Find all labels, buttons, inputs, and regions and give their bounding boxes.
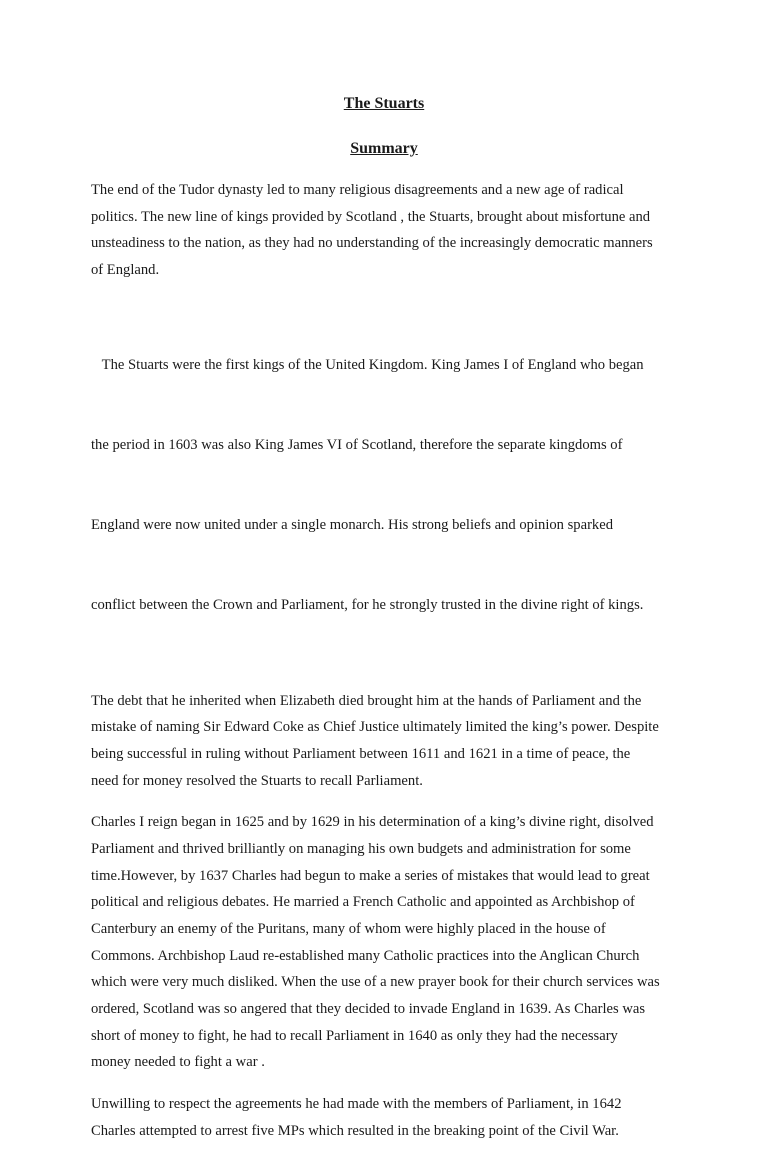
text-line: time.However, by 1637 Charles had begun to make a series of mistakes that would lead to great (91, 867, 650, 884)
paragraph-5 (91, 1091, 691, 1144)
text-line: ordered, Scotland was so angered that they decided to invade England in 1639. As Charles was (91, 1001, 646, 1018)
text-line: Commons. Archbishop Laud re-established many Catholic practices into the Anglican Church (91, 947, 640, 964)
text-line: Unwilling to respect the agreements he had made with the members of Parliament, in 1642 (91, 1096, 622, 1113)
text-line: mistake of naming Sir Edward Coke as Chief Justice ultimately limited the king’s power. Despite (91, 719, 659, 736)
text-line: Canterbury an enemy of the Puritans, many of whom were highly placed in the house of (91, 921, 606, 938)
paragraph-2 (91, 299, 691, 673)
text-line: political and religious debates. He married a French Catholic and appointed as Archbishop of (91, 894, 635, 911)
text-line: Charles I reign began in 1625 and by 1629 in his determination of a king’s divine right, disolved (91, 814, 654, 831)
document-subtitle: Summary (350, 140, 418, 157)
document-title: The Stuarts (343, 95, 425, 112)
text-line: The Stuarts were the first kings of the United Kingdom. King James I of England who began (91, 357, 644, 374)
text-line: unsteadiness to the nation, as they had no understanding of the increasingly democratic manners (91, 235, 653, 252)
paragraph-3 (91, 688, 691, 795)
paragraph-4 (91, 809, 691, 1076)
text-line: money needed to fight a war . (91, 1054, 265, 1071)
text-line: which were very much disliked. When the use of a new prayer book for their church services was (91, 974, 660, 991)
text-line: need for money resolved the Stuarts to recall Parliament. (91, 772, 423, 789)
document-body (91, 177, 691, 1160)
text-line: The end of the Tudor dynasty led to many religious disagreements and a new age of radical (91, 182, 624, 198)
text-line: Charles attempted to arrest five MPs which resulted in the breaking point of the Civil War. (91, 1122, 619, 1139)
text-line: short of money to fight, he had to recall Parliament in 1640 as only they had the necessary (91, 1027, 618, 1044)
text-line: being successful in ruling without Parliament between 1611 and 1621 in a time of peace, the (91, 745, 631, 762)
text-line: the period in 1603 was also King James VI of Scotland, therefore the separate kingdoms of (91, 437, 623, 454)
text-line: of England. (91, 262, 160, 279)
text-line: The debt that he inherited when Elizabeth died brought him at the hands of Parliament and the (91, 692, 642, 709)
paragraph-1 (91, 177, 691, 284)
text-line: politics. The new line of kings provided by Scotland , the Stuarts, brought about misfortune and (91, 208, 651, 225)
text-line: Parliament and thrived brilliantly on managing his own budgets and administration for some (91, 840, 631, 857)
text-line: conflict between the Crown and Parliament, for he strongly trusted in the divine right of kings. (91, 597, 644, 614)
text-line: England were now united under a single monarch. His strong beliefs and opinion sparked (91, 517, 614, 534)
